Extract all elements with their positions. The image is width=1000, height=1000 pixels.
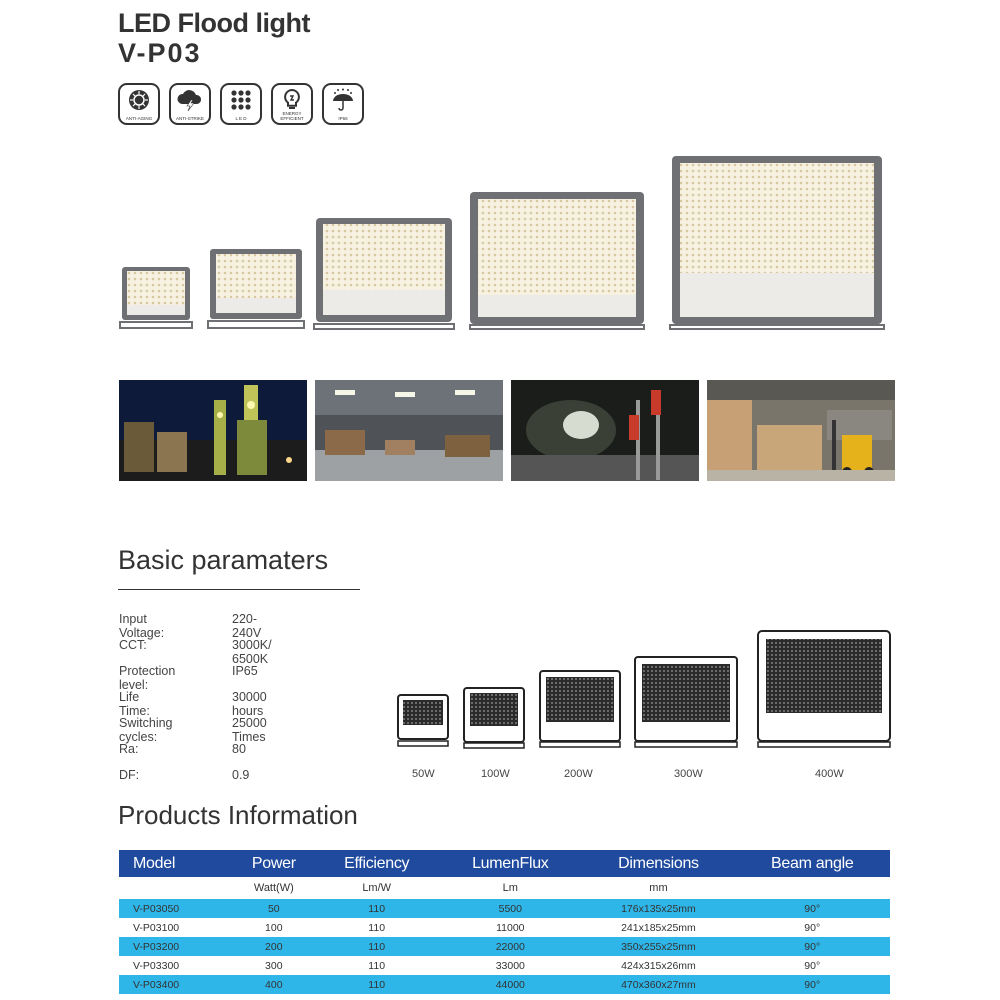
size-label-200w: 200W: [564, 768, 593, 780]
table-cell: 110: [315, 975, 438, 994]
table-cell: 176x135x25mm: [582, 899, 734, 918]
outline-300w: [635, 657, 737, 747]
outline-400w: [758, 631, 890, 747]
table-row: [119, 918, 890, 937]
table-cell: V-P03300: [133, 959, 180, 972]
param-label: Ra:: [119, 742, 139, 756]
table-cell: 350x255x25mm: [582, 937, 734, 956]
unit-cell: [734, 877, 890, 899]
table-row: [119, 937, 890, 956]
refinery-night-photo: [119, 380, 307, 481]
units-row: [119, 877, 890, 899]
table-cell: V-P03050: [119, 899, 232, 918]
param-value: IP65: [232, 664, 258, 678]
table-cell: V-P03400: [119, 975, 232, 994]
product-title: LED Flood light: [118, 8, 310, 38]
col-header: Beam angle: [734, 850, 890, 877]
table-cell: 90°: [734, 975, 890, 994]
param-value: 30000 hours: [232, 690, 267, 718]
anti-strike-icon: [177, 88, 203, 112]
anti-aging-icon: [127, 88, 151, 112]
table-cell: 90°: [734, 937, 890, 956]
table-cell: 110: [315, 937, 438, 956]
led-badge: [220, 83, 262, 125]
waterproof-icon: [330, 88, 356, 112]
flood-light-200w: [314, 218, 454, 329]
unit-cell: [119, 877, 232, 899]
param-value: 0.9: [232, 768, 250, 782]
table-cell: 400: [232, 975, 315, 994]
anti-strike-badge: [169, 83, 211, 125]
outline-100w: [464, 688, 524, 748]
table-cell: 200: [232, 937, 315, 956]
waterproof-badge: [322, 83, 364, 125]
param-label: CCT:: [119, 638, 147, 652]
table-cell: 241x185x25mm: [621, 921, 696, 934]
energy-efficient-icon: [280, 88, 304, 112]
table-cell: 90°: [804, 921, 821, 934]
table-cell: 110: [368, 959, 386, 972]
products-information-heading: Products Information: [118, 800, 358, 830]
model-code: V-P03: [118, 38, 202, 68]
tunnel-workers-photo: [511, 380, 699, 481]
param-label: Input Voltage:: [119, 612, 165, 640]
flood-light-lineup: [0, 150, 1000, 340]
table-row: [119, 899, 890, 918]
badge-caption: ENERGY EFFICIENT: [280, 111, 304, 121]
led-icon: [228, 88, 254, 112]
flood-light-400w: [670, 156, 884, 329]
table-header-row: [119, 850, 890, 877]
col-header: Power: [232, 850, 315, 877]
table-cell: 90°: [804, 959, 821, 972]
table-cell: 100: [265, 921, 283, 934]
unit-cell: mm: [649, 882, 668, 894]
param-label: Protection level:: [119, 664, 176, 692]
feature-badges: [118, 83, 364, 125]
table-cell: 470x360x27mm: [582, 975, 734, 994]
table-cell: 110: [368, 921, 386, 934]
param-label: Life Time:: [119, 690, 150, 718]
badge-caption: IP66: [338, 116, 348, 121]
col-header: Efficiency: [315, 850, 438, 877]
badge-caption: ANTI-STRIKE: [175, 116, 204, 121]
flood-light-300w: [470, 192, 644, 329]
table-cell: V-P03200: [119, 937, 232, 956]
badge-caption: ANTI-AGING: [125, 116, 153, 121]
size-label-400w: 400W: [815, 768, 844, 780]
col-header: Model: [119, 850, 232, 877]
table-cell: 90°: [734, 899, 890, 918]
table-cell: 110: [315, 899, 438, 918]
col-header: LumenFlux: [438, 850, 582, 877]
energy-efficient-badge: [271, 83, 313, 125]
outline-200w: [540, 671, 620, 747]
application-photos: [119, 380, 895, 481]
table-cell: 22000: [438, 937, 582, 956]
outline-50w: [398, 695, 448, 746]
size-label-300w: 300W: [674, 768, 703, 780]
table-cell: 44000: [438, 975, 582, 994]
table-cell: 33000: [495, 959, 525, 972]
badge-caption: L E D: [235, 116, 247, 121]
table-cell: 50: [232, 899, 315, 918]
unit-cell: Watt(W): [253, 882, 294, 894]
flood-light-50w: [120, 267, 192, 328]
section-divider: [118, 589, 360, 590]
param-label: DF:: [119, 768, 140, 782]
size-comparison: [390, 625, 900, 785]
unit-cell: Lm: [502, 882, 518, 894]
anti-aging-badge: [118, 83, 160, 125]
table-cell: 300: [265, 959, 283, 972]
products-table: [119, 850, 890, 994]
warehouse-interior-photo: [315, 380, 503, 481]
basic-parameters-heading: Basic paramaters: [118, 545, 329, 575]
param-value: 80: [232, 742, 246, 756]
flood-light-100w: [208, 249, 304, 328]
table-cell: V-P03100: [133, 921, 180, 934]
param-value: 25000 Times: [232, 716, 267, 744]
table-cell: 5500: [438, 899, 582, 918]
table-row: [119, 956, 890, 975]
table-cell: 424x315x26mm: [621, 959, 696, 972]
table-row: [119, 975, 890, 994]
size-label-50w: 50W: [412, 768, 435, 780]
param-value: 3000K/ 6500K: [232, 638, 272, 666]
unit-cell: Lm/W: [362, 882, 392, 894]
param-value: 220-240V: [232, 612, 262, 640]
forklift-warehouse-photo: [707, 380, 895, 481]
size-drawings: [390, 625, 900, 765]
size-label-100w: 100W: [481, 768, 510, 780]
col-header: Dimensions: [582, 850, 734, 877]
table-cell: 11000: [496, 921, 525, 934]
param-label: Switching cycles:: [119, 716, 173, 744]
